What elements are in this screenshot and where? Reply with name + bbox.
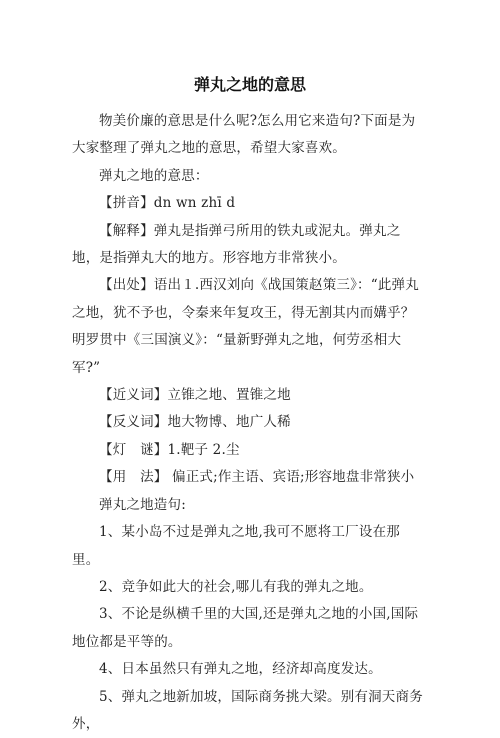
source-paragraph: 【出处】语出１.西汉刘向《战国策赵策三》：“此弹丸之地，犹不予也，令秦来年复攻王，得无割其内而媾乎？明罗贯中《三国演义》：“量新野弹丸之地，何劳丞相大军?” (72, 277, 419, 376)
intro-paragraph: 物美价廉的意思是什么呢?怎么用它来造句?下面是为大家整理了弹丸之地的意思，希望大家喜欢。 (72, 113, 416, 157)
meaning-heading: 弹丸之地的意思： (99, 167, 209, 184)
example-sentence: 5、弹丸之地新加坡，国际商务挑大梁。别有洞天商务外， (72, 688, 423, 732)
examples-heading: 弹丸之地造句: (99, 496, 186, 513)
example-sentence: 3、不论是纵横千里的大国,还是弹丸之地的小国,国际地位都是平等的。 (72, 606, 419, 650)
synonyms-paragraph: 【近义词】立锥之地、置锥之地 (99, 387, 291, 404)
explanation-paragraph: 【解释】弹丸是指弹弓所用的铁丸或泥丸。弹丸之地，是指弹丸大的地方。形容地方非常狭小。 (72, 222, 401, 267)
document-title: 弹丸之地的意思 (193, 75, 306, 94)
example-sentence: 4、日本虽然只有弹丸之地，经济却高度发达。 (99, 661, 382, 678)
antonyms-paragraph: 【反义词】地大物博、地广人稀 (99, 414, 291, 431)
usage-paragraph: 【用 法】 偏正式;作主语、宾语;形容地盘非常狭小 (99, 469, 415, 486)
pinyin-paragraph: 【拼音】dn wn zhī d (99, 195, 236, 212)
example-sentence: 1、某小岛不过是弹丸之地,我可不愿将工厂设在那里。 (72, 524, 400, 568)
example-sentence: 2、竞争如此大的社会,哪儿有我的弹丸之地。 (99, 578, 373, 595)
document-body (72, 108, 424, 738)
riddle-paragraph: 【灯 谜】1.靶子 2.尘 (99, 441, 240, 458)
